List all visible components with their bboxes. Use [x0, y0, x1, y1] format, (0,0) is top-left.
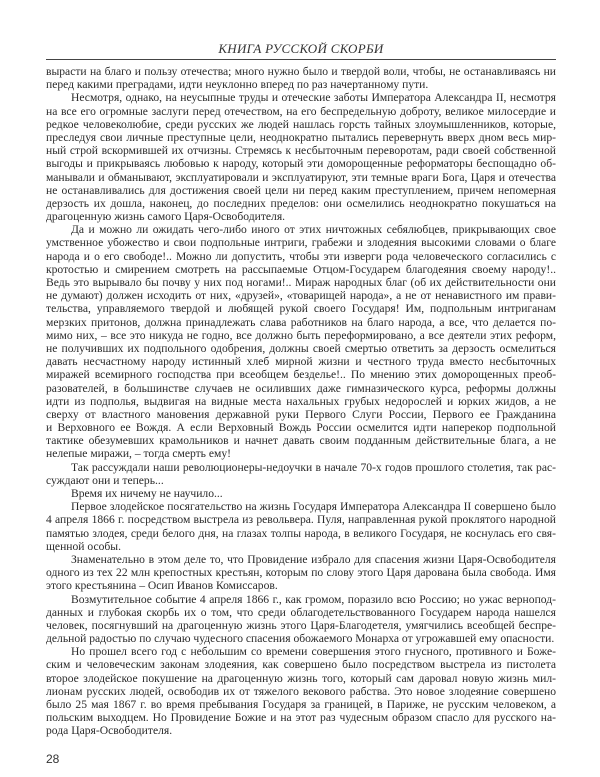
text-line: лионам русских людей, освободив их от тяжелого векового рабства. Это новое злодеяние совершено — [46, 684, 556, 698]
text-line: Несмотря, однако, на неусыпные труды и отеческие заботы Императора Александра II, несмотря — [71, 91, 556, 105]
text-line: мерзких притонов, должна принадлежать слава работников на благо народа, а все, что делается по- — [46, 315, 556, 329]
text-line: 4 апреля 1866 г. посредством выстрела из револьвера. Пуля, направленная рукой проклятого народной — [46, 513, 556, 527]
text-line: Время их ничему не научило... — [71, 487, 223, 500]
text-line: сверху от властного мановения державной руки Первого Слуги России, Первого ее Гражданина — [46, 407, 556, 421]
text-line: Так рассуждали наши революционеры-недоучки в начале 70-х годов прошлого столетия, так рас- — [71, 460, 556, 474]
text-line: Ведь это вырывало бы почву у них под ногами!.. Мираж народных благ (об их действительности они — [46, 276, 556, 289]
paragraph — [46, 593, 556, 646]
text-line: дерзость их дошла, наконец, до последних пределов: они осмелились неоднократно покушаться на — [46, 196, 556, 210]
text-line: рода Царя-Освободителя. — [46, 724, 173, 738]
text-line: тактике обезумевших крамольников и начнет давать своим подданным действительные блага, а не — [46, 434, 556, 448]
paragraph — [46, 65, 556, 91]
text-line: было 25 мая 1867 г. во время пребывания Государя за границей, в Париже, не русским человеком, а — [46, 698, 556, 711]
text-line: редкое человеколюбие, среди русских же людей нашлась горсть тайных злоумышленников, которые, — [46, 117, 556, 131]
header-rule — [46, 59, 556, 60]
text-line: кротостью и смирением смотреть на рассыпаемые Отцом-Государем благодеяния своему народу!.. — [46, 262, 556, 276]
page-body — [46, 65, 556, 738]
text-line: Но прошел всего год с небольшим со времени совершения этого гнусного, противного и Боже- — [71, 645, 556, 659]
text-line: ским и человеческим законам злодеяния, как совершено было посредством выстрела из пистолета — [46, 658, 556, 672]
text-line: разователей, в большинстве случаев не осиливших даже гимназического курса, реформы должны — [46, 381, 556, 395]
text-line: перед какими преградами, идти неуклонно вперед по раз начертанному пути. — [46, 78, 429, 92]
text-line: данных и глубокая скорбь их о том, что среди облагодетельствованного Государем народа нашелся — [46, 605, 556, 619]
text-line: нелепые миражи, – тогда смерть ему! — [46, 447, 232, 461]
text-line: не получивших их подпольного одобрения, должны своей смертью ответить за дерзость осмелиться — [46, 341, 556, 355]
text-line: не останавливались для достижения своей цели ни перед каким преступлением, причем непомерная — [46, 183, 556, 197]
paragraph — [46, 487, 556, 500]
text-line: дельной радостью по случаю чудесного спасения обожаемого Монарха от угрожавшей ему опасности. — [46, 632, 555, 646]
paragraph — [46, 91, 556, 223]
text-line: на все его огромные заслуги перед отечеством, на его беспредельную доброту, великое милосердие и — [46, 104, 556, 118]
text-line: драгоценную жизнь самого Царя-Освободителя. — [46, 210, 286, 224]
text-line: давать несчастному народу истинный хлеб мирной жизни и честного труда вместо несбыточных — [46, 355, 556, 369]
paragraph — [46, 223, 556, 460]
paragraph — [46, 645, 556, 737]
text-line: памятью злодея, среди белого дня, на глазах толпы народа, в великого Государя, не коснулась его свя- — [46, 526, 556, 540]
text-line: польским выходцем. Но Провидение Божие и на этот раз чудесным образом спасло для русского на- — [46, 711, 556, 725]
text-line: манывали и обманывают, эксплуатировали и эксплуатируют, эти темные враги Бога, Царя и отечества — [46, 170, 556, 184]
text-line: идти из подполья, выдвигая на видные места нахальных грубых недорослей и юрких жидов, а не — [46, 394, 556, 408]
text-line: Да и можно ли ожидать чего-либо иного от этих ничтожных себялюбцев, прикрывающих свое — [71, 223, 556, 237]
text-line: щенной особы. — [46, 539, 121, 553]
text-line: не думают) должен исходить от них, «друзей», «товарищей народа», а не от ненавистного им прави- — [46, 289, 556, 303]
text-line: одного из тех 22 млн крепостных крестьян, которым по слову этого Царя дарована была свобода. Имя — [46, 566, 556, 580]
text-line: умственное убожество и свои подпольные интриги, грабежи и злодеяния высокими словами о благе — [46, 236, 556, 250]
text-line: преследуя свои личные преступные цели, неоднократно пытались перевернуть вверх дном весь мир- — [46, 130, 556, 144]
text-line: выгоды и прикрываясь любовью к народу, который эти доморощенные реформаторы беспощадно об- — [46, 157, 556, 171]
paragraph — [46, 553, 556, 593]
paragraph — [46, 461, 556, 487]
text-line: вырасти на благо и пользу отечества; много нужно было и твердой воли, чтобы, не останавливаясь ни — [46, 65, 556, 78]
paragraph — [46, 500, 556, 553]
text-line: второе злодейское покушение на драгоценную жизнь того, который сам даровал новую жизнь мил- — [46, 671, 556, 685]
text-line: Знаменательно в этом деле то, что Провидение избрало для спасения жизни Царя-Освободителя — [71, 552, 556, 566]
text-line: ный строй вскормившей их отчизны. Стремясь к несбыточным переворотам, ради своей собственной — [46, 144, 556, 158]
text-line: Первое злодейское посягательство на жизнь Государя Императора Александра II совершено было — [71, 500, 556, 514]
page-number: 28 — [46, 752, 60, 766]
text-line: суждают они и теперь... — [46, 473, 164, 487]
text-line: Возмутительное событие 4 апреля 1866 г., как громом, поразило всю Россию; но ужас вернопод- — [71, 592, 556, 606]
text-line: человек, посягнувший на драгоценную жизнь этого Царя-Благодетеля, умягчились всеобщей беспре- — [46, 618, 556, 632]
text-line: этого крестьянина – Осип Иванов Комиссаров. — [46, 579, 278, 593]
text-line: мимо них, – все это никуда не годно, все должно быть переформировано, а все деятели этих реформ, — [46, 328, 556, 342]
text-line: тельства, управляемого твердой и любящей рукой своего Государя! Им, подпольным интриганам — [46, 302, 556, 316]
text-line: народа и о его свободе!.. Можно ли допустить, чтобы эти изверги рода человеческого согласились с — [46, 249, 556, 263]
text-line: миражей всемирного господства при всеобщем безделье!.. По мнению этих доморощенных преоб- — [46, 368, 556, 382]
text-line: и Верховного ее Вождя. А если Верховный Вождь России осмелится идти наперекор подпольной — [46, 421, 556, 435]
running-header: КНИГА РУССКОЙ СКОРБИ — [218, 41, 384, 56]
